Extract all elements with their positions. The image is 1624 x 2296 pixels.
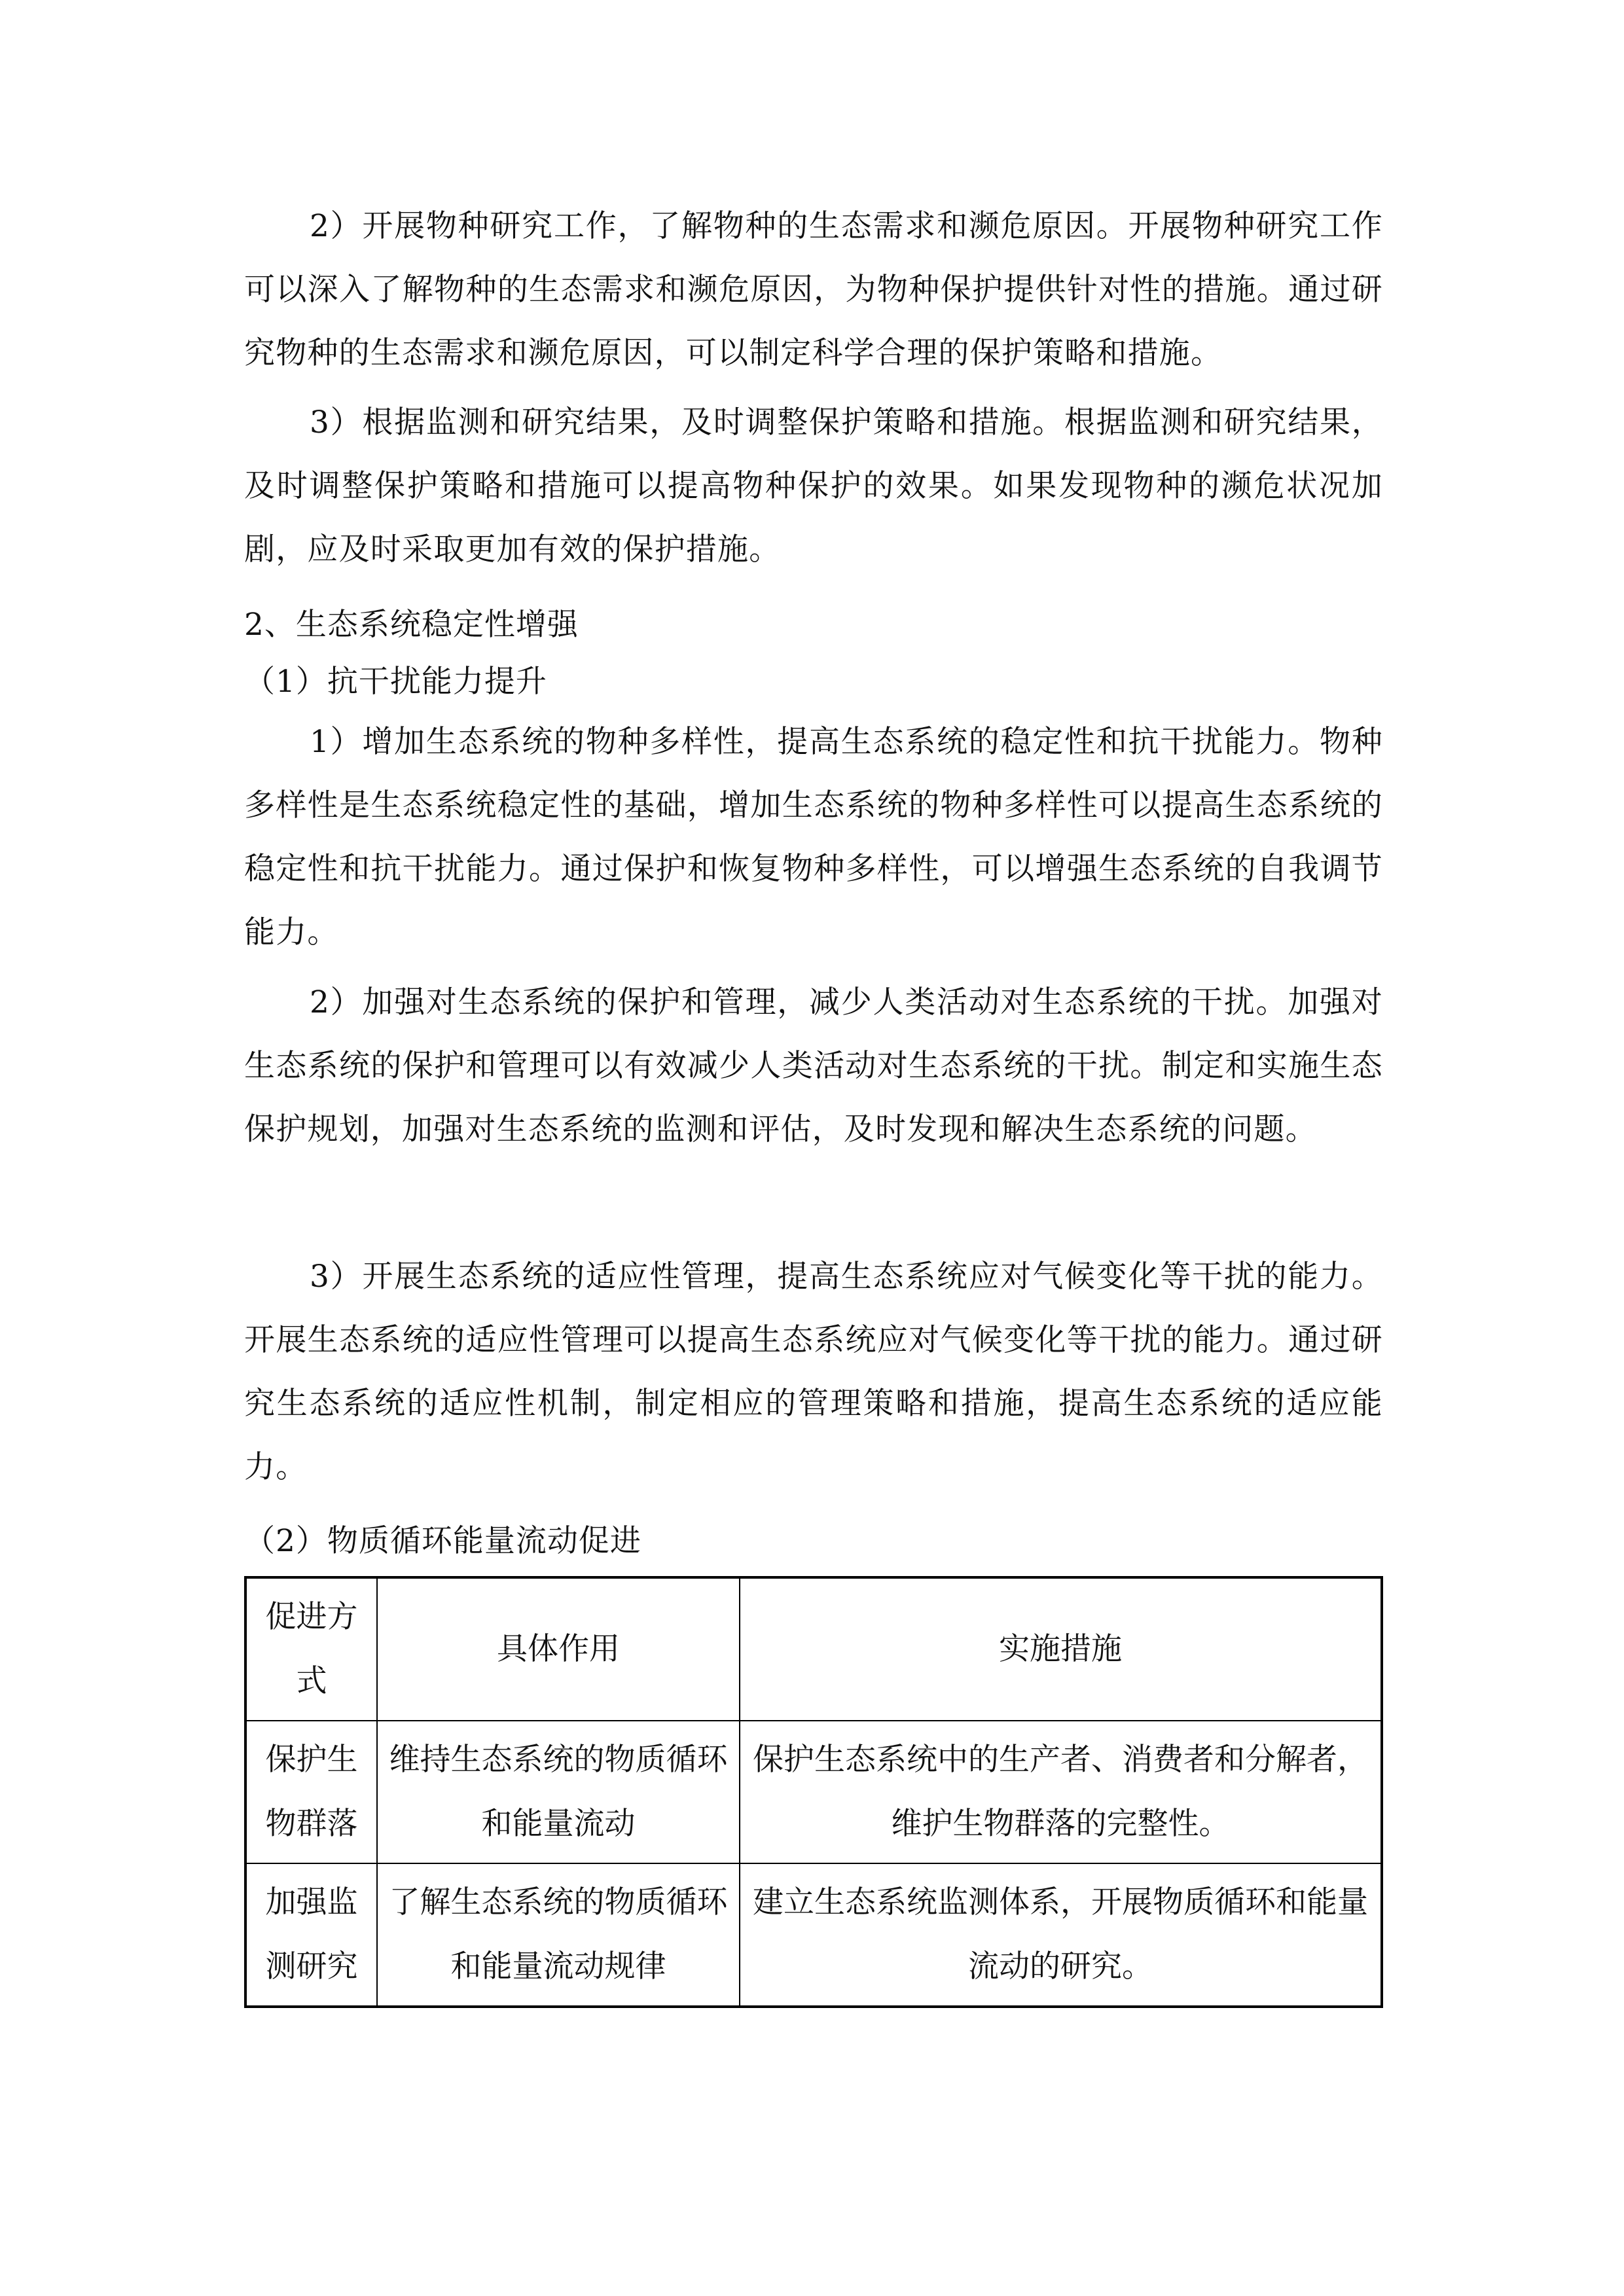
subsection-heading-1: （1）抗干扰能力提升 <box>244 664 547 700</box>
table-row <box>245 1863 1382 2007</box>
table-header-row <box>245 1577 1382 1721</box>
cell-measures: 保护生态系统中的生产者、消费者和分解者，维护生物群落的完整性。 <box>740 1721 1382 1863</box>
paragraph-protection-management: 2）加强对生态系统的保护和管理，减少人类活动对生态系统的干扰。加强对生态系统的保护和管理可以有效减少人类活动对生态系统的干扰。制定和实施生态保护规划，加强对生态系统的监测和评估，及时发现和解决生态系统的问题。 <box>244 984 1383 1147</box>
header-cell-method: 促进方式 <box>245 1577 377 1721</box>
header-cell-effect: 具体作用 <box>377 1577 740 1721</box>
paragraph-species-research: 2）开展物种研究工作，了解物种的生态需求和濒危原因。开展物种研究工作可以深入了解物种的生态需求和濒危原因，为物种保护提供针对性的措施。通过研究物种的生态需求和濒危原因，可以制定科学合理的保护策略和措施。 <box>244 208 1383 371</box>
header-cell-measures: 实施措施 <box>740 1577 1382 1721</box>
paragraph-adaptive-management: 3）开展生态系统的适应性管理，提高生态系统应对气候变化等干扰的能力。开展生态系统的适应性管理可以提高生态系统应对气候变化等干扰的能力。通过研究生态系统的适应性机制，制定相应的管理策略和措施，提高生态系统的适应能力。 <box>244 1259 1383 1485</box>
section-heading: 2、生态系统稳定性增强 <box>244 607 579 643</box>
cell-method: 加强监测研究 <box>245 1863 377 2007</box>
paragraph-diversity: 1）增加生态系统的物种多样性，提高生态系统的稳定性和抗干扰能力。物种多样性是生态系统稳定性的基础，增加生态系统的物种多样性可以提高生态系统的稳定性和抗干扰能力。通过保护和恢复物种多样性，可以增强生态系统的自我调节能力。 <box>244 724 1383 950</box>
cell-effect: 了解生态系统的物质循环和能量流动规律 <box>377 1863 740 2007</box>
subsection-heading-2: （2）物质循环能量流动促进 <box>244 1523 641 1559</box>
cell-method: 保护生物群落 <box>245 1721 377 1863</box>
cell-effect: 维持生态系统的物质循环和能量流动 <box>377 1721 740 1863</box>
cell-measures: 建立生态系统监测体系，开展物质循环和能量流动的研究。 <box>740 1863 1382 2007</box>
table-row <box>245 1721 1382 1863</box>
paragraph-adjust-strategy: 3）根据监测和研究结果，及时调整保护策略和措施。根据监测和研究结果，及时调整保护策略和措施可以提高物种保护的效果。如果发现物种的濒危状况加剧，应及时采取更加有效的保护措施。 <box>244 404 1383 567</box>
promotion-table <box>244 1576 1383 2008</box>
